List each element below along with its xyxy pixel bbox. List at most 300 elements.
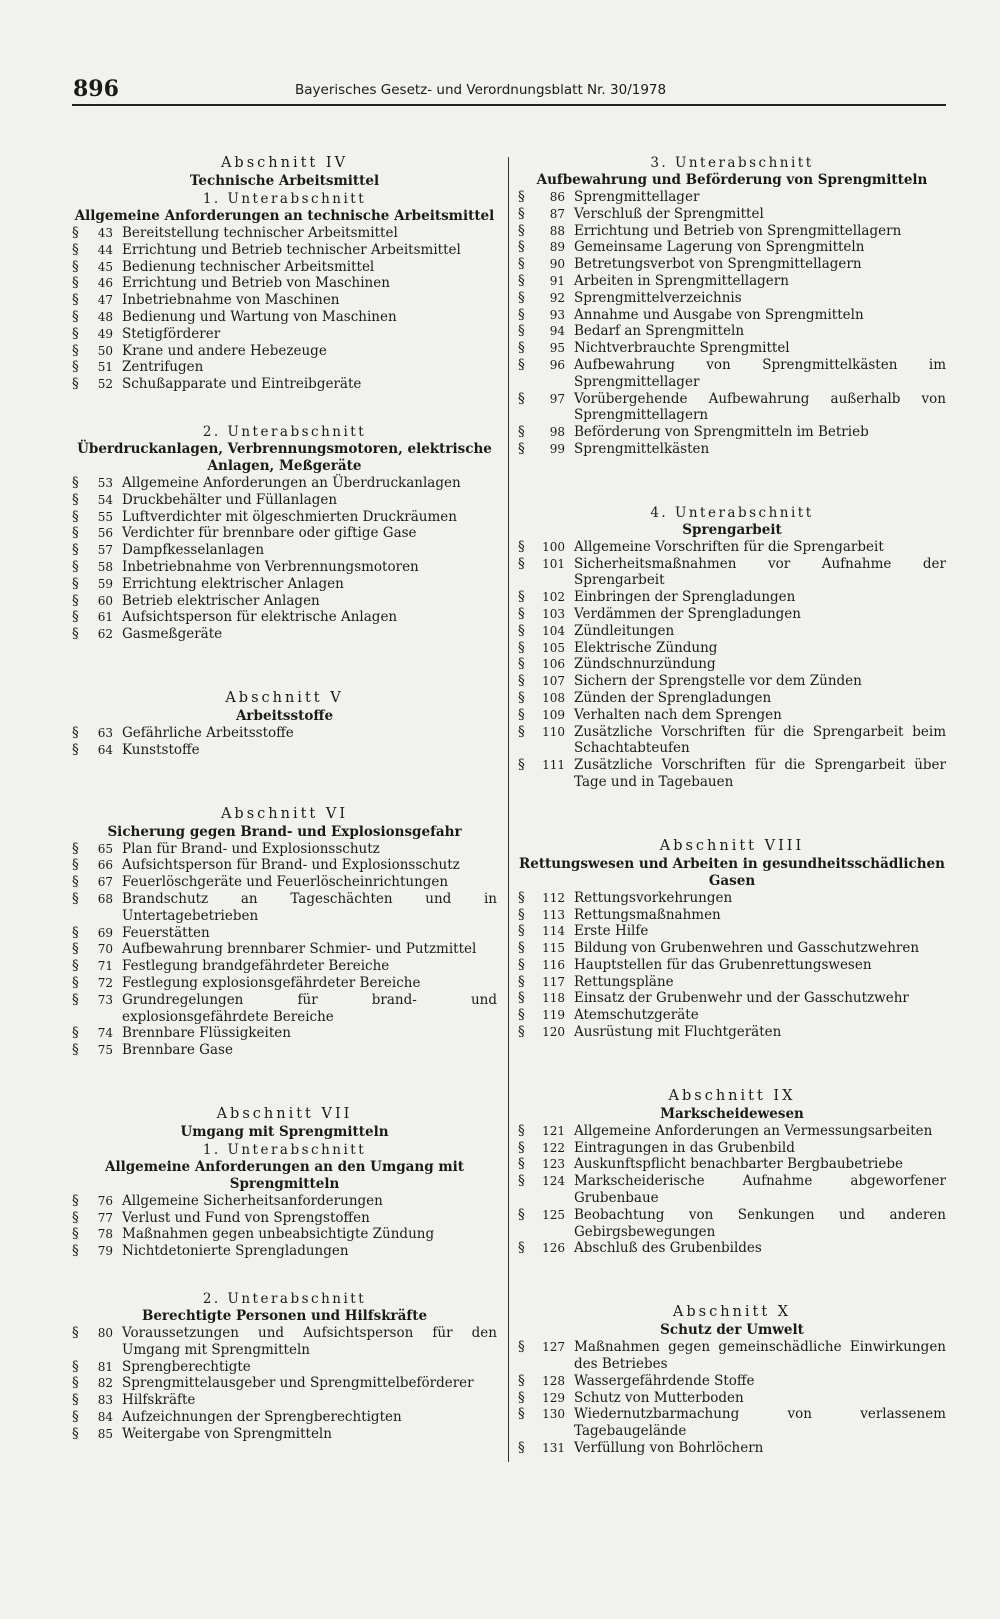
- section-title: Verhalten nach dem Sprengen: [574, 706, 782, 723]
- section-number: 103: [542, 606, 565, 621]
- section-symbol: §: [72, 1226, 79, 1243]
- section-title: Zündschnurzündung: [574, 656, 716, 673]
- section-number: 131: [542, 1441, 565, 1456]
- section-number: 64: [97, 742, 113, 757]
- section-heading: Schutz der Umwelt: [660, 1322, 804, 1339]
- section-title: Beförderung von Sprengmitteln im Betrieb: [574, 424, 869, 441]
- section-title: Druckbehälter und Füllanlagen: [122, 491, 338, 508]
- section-symbol: §: [518, 289, 525, 306]
- toc-entry: [72, 941, 497, 958]
- section-title: Vorübergehende Aufbewahrung außerhalb von Sprengmittellagern: [574, 390, 946, 424]
- toc-entry: [72, 509, 497, 526]
- section-symbol: §: [72, 325, 79, 342]
- subsection-label: 2. Unterabschnitt: [202, 423, 367, 440]
- section-number: 110: [542, 724, 565, 739]
- spacer: [72, 1059, 497, 1105]
- section-number: 59: [97, 576, 113, 591]
- spacer: [72, 393, 497, 423]
- section-number: 100: [542, 539, 565, 554]
- subsection-label: 2. Unterabschnitt: [202, 1291, 367, 1308]
- toc-entry: [518, 673, 946, 690]
- section-title: Grundregelungen für brand- und explosionsgefährdete Bereiche: [122, 991, 497, 1025]
- toc-entry: [518, 656, 946, 673]
- section-symbol: §: [518, 757, 525, 774]
- section-symbol: §: [518, 940, 525, 957]
- toc-entry: [518, 323, 946, 340]
- section-title: Inbetriebnahme von Verbrennungsmotoren: [122, 558, 419, 575]
- section-title: Arbeiten in Sprengmittellagern: [574, 272, 789, 289]
- section-number: 45: [97, 259, 113, 274]
- section-number: 57: [97, 543, 113, 558]
- section-symbol: §: [518, 889, 525, 906]
- section-title: Zündleitungen: [574, 622, 675, 639]
- section-symbol: §: [518, 605, 525, 622]
- toc-entry: [518, 640, 946, 657]
- section-number: 76: [97, 1193, 113, 1208]
- section-heading: Umgang mit Sprengmitteln: [180, 1123, 389, 1140]
- toc-entry: [72, 1210, 497, 1227]
- section-title: Aufzeichnungen der Sprengberechtigten: [122, 1409, 402, 1426]
- section-title: Einbringen der Sprengladungen: [574, 589, 796, 606]
- section-symbol: §: [72, 991, 79, 1008]
- section-symbol: §: [72, 575, 79, 592]
- section-heading: Rettungswesen und Arbeiten in gesundheitsschädlichen Gasen: [519, 855, 945, 889]
- section-title: Krane und andere Hebezeuge: [122, 342, 327, 359]
- section-symbol: §: [518, 323, 525, 340]
- section-symbol: §: [518, 1206, 525, 1223]
- section-title: Aufbewahrung von Sprengmittelkästen im Sprengmittellager: [574, 356, 946, 390]
- section-symbol: §: [518, 906, 525, 923]
- section-title: Brennbare Flüssigkeiten: [122, 1025, 291, 1042]
- section-title: Aufsichtsperson für Brand- und Explosionsschutz: [122, 857, 460, 874]
- toc-entry: [518, 923, 946, 940]
- section-heading: Sicherung gegen Brand- und Explosionsgefahr: [107, 823, 462, 840]
- section-symbol: §: [518, 622, 525, 639]
- toc-entry: [72, 1042, 497, 1059]
- section-title: Sprengberechtigte: [122, 1358, 251, 1375]
- section-heading: Technische Arbeitsmittel: [189, 173, 380, 189]
- section-heading: Allgemeine Anforderungen an technische Arbeitsmittel: [74, 208, 495, 224]
- toc-entry: [72, 1226, 497, 1243]
- section-title: Aufsichtsperson für elektrische Anlagen: [122, 609, 398, 626]
- section-title: Sichern der Sprengstelle vor dem Zünden: [574, 673, 862, 690]
- section-symbol: §: [518, 1007, 525, 1024]
- section-symbol: §: [518, 1440, 525, 1457]
- section-symbol: §: [518, 923, 525, 940]
- section-symbol: §: [518, 1406, 525, 1423]
- section-symbol: §: [72, 258, 79, 275]
- section-title: Errichtung elektrischer Anlagen: [122, 575, 344, 592]
- section-number: 88: [549, 223, 565, 238]
- section-number: 83: [97, 1393, 113, 1408]
- section-symbol: §: [72, 1042, 79, 1059]
- toc-entry: [72, 609, 497, 626]
- section-title: Hauptstellen für das Grubenrettungswesen: [574, 956, 872, 973]
- section-title: Ausrüstung mit Fluchtgeräten: [574, 1024, 782, 1041]
- section-title: Gasmeßgeräte: [122, 626, 223, 643]
- section-symbol: §: [518, 639, 525, 656]
- section-title: Kunststoffe: [122, 741, 200, 758]
- toc-entry: [518, 223, 946, 240]
- section-title: Hilfskräfte: [122, 1392, 196, 1409]
- toc-entry: [72, 925, 497, 942]
- toc-entry: [518, 1406, 946, 1440]
- section-title: Brennbare Gase: [122, 1042, 233, 1059]
- toc-entry: [518, 1373, 946, 1390]
- toc-entry: [72, 742, 497, 759]
- toc-entry: [518, 606, 946, 623]
- spacer: [72, 759, 497, 805]
- toc-entry: [518, 907, 946, 924]
- section-heading: Überdruckanlagen, Verbrennungsmotoren, elektrische Anlagen, Meßgeräte: [77, 440, 492, 474]
- toc-entry: [72, 626, 497, 643]
- toc-entry: [518, 1007, 946, 1024]
- column-divider: [508, 157, 509, 1462]
- section-title: Inbetriebnahme von Maschinen: [122, 292, 340, 309]
- section-number: 112: [542, 890, 565, 905]
- section-symbol: §: [518, 1024, 525, 1041]
- section-symbol: §: [518, 340, 525, 357]
- section-symbol: §: [518, 424, 525, 441]
- toc-entry: [72, 1193, 497, 1210]
- toc-entry: [72, 841, 497, 858]
- section-title: Verdämmen der Sprengladungen: [574, 605, 801, 622]
- toc-entry: [72, 1426, 497, 1443]
- section-title: Festlegung brandgefährdeter Bereiche: [122, 958, 390, 975]
- toc-entry: [518, 189, 946, 206]
- section-number: 56: [97, 526, 113, 541]
- toc-entry: [72, 359, 497, 376]
- section-title: Weitergabe von Sprengmitteln: [122, 1425, 332, 1442]
- toc-entry: [72, 958, 497, 975]
- section-symbol: §: [72, 376, 79, 393]
- section-symbol: §: [72, 275, 79, 292]
- section-title: Abschluß des Grubenbildes: [574, 1240, 762, 1257]
- chapter-label: Abschnitt X: [672, 1304, 792, 1321]
- section-title: Dampfkesselanlagen: [122, 542, 265, 559]
- section-number: 70: [97, 942, 113, 957]
- section-number: 118: [542, 991, 565, 1006]
- section-heading: Sprengarbeit: [682, 521, 782, 538]
- section-title: Aufbewahrung brennbarer Schmier- und Putzmittel: [122, 941, 477, 958]
- toc-entry: [518, 290, 946, 307]
- section-title: Erste Hilfe: [574, 923, 649, 940]
- section-title: Betrieb elektrischer Anlagen: [122, 592, 320, 609]
- header-rule: [72, 104, 946, 106]
- section-symbol: §: [72, 508, 79, 525]
- section-number: 117: [542, 974, 565, 989]
- section-title: Bedarf an Sprengmitteln: [574, 323, 745, 340]
- section-title: Rettungsmaßnahmen: [574, 906, 721, 923]
- section-symbol: §: [518, 956, 525, 973]
- section-title: Voraussetzungen und Aufsichtsperson für den Umgang mit Sprengmitteln: [122, 1325, 497, 1358]
- section-number: 66: [97, 858, 113, 873]
- section-symbol: §: [518, 973, 525, 990]
- page-number: 896: [73, 76, 119, 102]
- section-symbol: §: [72, 308, 79, 325]
- section-number: 79: [97, 1244, 113, 1259]
- section-symbol: §: [72, 924, 79, 941]
- section-symbol: §: [72, 241, 79, 258]
- section-title: Nichtdetonierte Sprengladungen: [122, 1243, 349, 1260]
- section-number: 94: [549, 324, 565, 339]
- section-title: Zünden der Sprengladungen: [574, 689, 772, 706]
- section-symbol: §: [518, 589, 525, 606]
- section-symbol: §: [72, 342, 79, 359]
- section-symbol: §: [72, 1392, 79, 1409]
- section-symbol: §: [72, 542, 79, 559]
- toc-entry: [72, 525, 497, 542]
- section-number: 92: [549, 290, 565, 305]
- section-title: Sprengmittellager: [574, 189, 700, 205]
- toc-entry: [72, 1409, 497, 1426]
- toc-entry: [72, 1375, 497, 1392]
- section-number: 99: [549, 441, 565, 456]
- section-title: Sprengmittelverzeichnis: [574, 289, 742, 306]
- section-symbol: §: [518, 689, 525, 706]
- toc-entry: [518, 273, 946, 290]
- toc-entry: [518, 256, 946, 273]
- section-symbol: §: [72, 225, 79, 241]
- section-symbol: §: [518, 555, 525, 572]
- section-symbol: §: [518, 1156, 525, 1173]
- section-symbol: §: [518, 272, 525, 289]
- toc-entry: [518, 957, 946, 974]
- section-symbol: §: [72, 558, 79, 575]
- section-number: 53: [97, 475, 113, 490]
- toc-entry: [518, 890, 946, 907]
- section-number: 127: [542, 1340, 565, 1355]
- section-number: 73: [97, 992, 113, 1007]
- section-symbol: §: [518, 656, 525, 673]
- section-symbol: §: [518, 205, 525, 222]
- section-number: 93: [549, 307, 565, 322]
- toc-entry: [518, 707, 946, 724]
- section-title: Wassergefährdende Stoffe: [574, 1372, 755, 1389]
- section-number: 52: [97, 377, 113, 392]
- section-number: 71: [97, 959, 113, 974]
- section-title: Sprengmittelkästen: [574, 440, 710, 457]
- section-title: Gemeinsame Lagerung von Sprengmitteln: [574, 239, 865, 256]
- section-title: Atemschutzgeräte: [574, 1007, 699, 1024]
- section-symbol: §: [72, 890, 79, 907]
- section-number: 115: [542, 941, 565, 956]
- section-number: 129: [542, 1390, 565, 1405]
- section-symbol: §: [72, 1325, 79, 1342]
- section-number: 80: [97, 1326, 113, 1341]
- section-number: 86: [549, 190, 565, 204]
- section-symbol: §: [72, 840, 79, 857]
- chapter-label: Abschnitt VIII: [659, 837, 805, 854]
- section-symbol: §: [518, 1389, 525, 1406]
- section-title: Bildung von Grubenwehren und Gasschutzwehren: [574, 940, 920, 957]
- toc-entry: [72, 725, 497, 742]
- section-title: Verdichter für brennbare oder giftige Gase: [122, 525, 417, 542]
- toc-entry: [72, 542, 497, 559]
- section-symbol: §: [72, 474, 79, 491]
- section-title: Nichtverbrauchte Sprengmittel: [574, 340, 790, 357]
- section-symbol: §: [518, 306, 525, 323]
- section-title: Allgemeine Sicherheitsanforderungen: [122, 1192, 383, 1209]
- section-symbol: §: [72, 1409, 79, 1426]
- section-number: 55: [97, 509, 113, 524]
- section-number: 43: [97, 226, 113, 240]
- section-number: 96: [549, 357, 565, 372]
- section-symbol: §: [72, 741, 79, 758]
- toc-entry: [72, 1243, 497, 1260]
- section-symbol: §: [518, 723, 525, 740]
- section-title: Allgemeine Anforderungen an Vermessungsarbeiten: [574, 1122, 933, 1139]
- toc-entry: [518, 1123, 946, 1140]
- toc-entry: [518, 589, 946, 606]
- toc-entry: [72, 326, 497, 343]
- toc-entry: [518, 1207, 946, 1241]
- section-symbol: §: [518, 673, 525, 690]
- section-number: 123: [542, 1157, 565, 1172]
- section-title: Gefährliche Arbeitsstoffe: [122, 724, 294, 741]
- section-symbol: §: [72, 1375, 79, 1392]
- section-number: 46: [97, 276, 113, 291]
- section-heading: Arbeitsstoffe: [235, 707, 334, 724]
- publication-title: Bayerisches Gesetz- und Verordnungsblatt Nr. 30/1978: [295, 82, 667, 98]
- toc-entry: [72, 857, 497, 874]
- section-symbol: §: [72, 941, 79, 958]
- toc-entry: [72, 559, 497, 576]
- section-symbol: §: [72, 857, 79, 874]
- toc-entry: [518, 724, 946, 758]
- section-number: 44: [97, 242, 113, 257]
- section-title: Zusätzliche Vorschriften für die Sprengarbeit beim Schachtabteufen: [574, 723, 946, 757]
- section-title: Zusätzliche Vorschriften für die Sprengarbeit über Tage und in Tagebauen: [574, 757, 946, 790]
- toc-entry: [518, 940, 946, 957]
- subsection-label: 4. Unterabschnitt: [650, 504, 814, 521]
- section-number: 77: [97, 1210, 113, 1225]
- section-symbol: §: [72, 292, 79, 309]
- toc-entry: [518, 757, 946, 791]
- section-number: 62: [97, 627, 113, 642]
- chapter-label: Abschnitt VI: [220, 805, 349, 822]
- section-number: 105: [542, 640, 565, 655]
- section-symbol: §: [518, 1173, 525, 1190]
- section-heading: Markscheidewesen: [660, 1105, 804, 1122]
- section-symbol: §: [72, 609, 79, 626]
- toc-entry: [72, 492, 497, 509]
- section-symbol: §: [72, 974, 79, 991]
- section-number: 68: [97, 891, 113, 906]
- toc-entry: [518, 990, 946, 1007]
- chapter-label: Abschnitt VII: [216, 1105, 353, 1122]
- toc-entry: [72, 992, 497, 1026]
- section-symbol: §: [72, 874, 79, 891]
- section-symbol: §: [72, 592, 79, 609]
- section-number: 113: [542, 907, 565, 922]
- toc-entry: [518, 1339, 946, 1373]
- section-symbol: §: [518, 356, 525, 373]
- section-symbol: §: [518, 990, 525, 1007]
- section-title: Allgemeine Vorschriften für die Sprengarbeit: [574, 538, 884, 555]
- section-number: 97: [549, 391, 565, 406]
- section-symbol: §: [518, 1122, 525, 1139]
- section-number: 95: [549, 341, 565, 356]
- section-number: 87: [549, 206, 565, 221]
- left-column: [72, 154, 497, 1443]
- section-title: Feuerstätten: [122, 924, 210, 941]
- section-number: 122: [542, 1140, 565, 1155]
- section-symbol: §: [518, 706, 525, 723]
- toc-entry: [518, 1024, 946, 1041]
- section-number: 102: [542, 590, 565, 605]
- section-number: 106: [542, 657, 565, 672]
- toc-entry: [72, 292, 497, 309]
- section-title: Allgemeine Anforderungen an Überdruckanlagen: [122, 474, 461, 491]
- toc-entry: [72, 891, 497, 925]
- toc-entry: [518, 239, 946, 256]
- spacer: [518, 458, 946, 504]
- section-number: 104: [542, 623, 565, 638]
- toc-entry: [72, 309, 497, 326]
- section-symbol: §: [72, 958, 79, 975]
- section-symbol: §: [518, 1139, 525, 1156]
- section-symbol: §: [518, 189, 525, 205]
- toc-entry: [72, 376, 497, 393]
- section-number: 91: [549, 273, 565, 288]
- toc-entry: [518, 623, 946, 640]
- section-symbol: §: [518, 538, 525, 555]
- toc-entry: [518, 1173, 946, 1207]
- section-number: 114: [542, 924, 565, 939]
- section-symbol: §: [518, 256, 525, 273]
- section-number: 109: [542, 707, 565, 722]
- section-symbol: §: [72, 1025, 79, 1042]
- toc-entry: [518, 1440, 946, 1457]
- toc-entry: [518, 1140, 946, 1157]
- toc-entry: [72, 242, 497, 259]
- section-number: 74: [97, 1026, 113, 1041]
- section-number: 85: [97, 1426, 113, 1441]
- right-column: [518, 154, 946, 1457]
- spacer: [518, 1041, 946, 1087]
- section-symbol: §: [72, 525, 79, 542]
- section-symbol: §: [72, 1425, 79, 1442]
- section-title: Errichtung und Betrieb von Sprengmittellagern: [574, 222, 902, 239]
- toc-entry: [518, 206, 946, 223]
- toc-entry: [518, 424, 946, 441]
- section-number: 78: [97, 1227, 113, 1242]
- section-number: 63: [97, 725, 113, 740]
- toc-entry: [72, 225, 497, 242]
- section-title: Annahme und Ausgabe von Sprengmitteln: [574, 306, 864, 323]
- section-symbol: §: [518, 1240, 525, 1257]
- section-title: Festlegung explosionsgefährdeter Bereiche: [122, 974, 421, 991]
- section-title: Betretungsverbot von Sprengmittellagern: [574, 256, 862, 273]
- toc-entry: [518, 1156, 946, 1173]
- chapter-label: Abschnitt IX: [668, 1087, 796, 1104]
- section-number: 47: [97, 293, 113, 308]
- section-title: Errichtung und Betrieb technischer Arbeitsmittel: [122, 241, 461, 258]
- section-title: Beobachtung von Senkungen und anderen Gebirgsbewegungen: [574, 1206, 946, 1240]
- section-symbol: §: [72, 1243, 79, 1260]
- section-symbol: §: [72, 491, 79, 508]
- section-title: Elektrische Zündung: [574, 639, 718, 656]
- section-title: Brandschutz an Tageschächten und in Untertagebetrieben: [122, 890, 497, 924]
- section-number: 128: [542, 1373, 565, 1388]
- section-number: 49: [97, 326, 113, 341]
- spacer: [72, 643, 497, 689]
- toc-entry: [518, 340, 946, 357]
- section-number: 61: [97, 610, 113, 625]
- section-number: 50: [97, 343, 113, 358]
- section-symbol: §: [518, 239, 525, 256]
